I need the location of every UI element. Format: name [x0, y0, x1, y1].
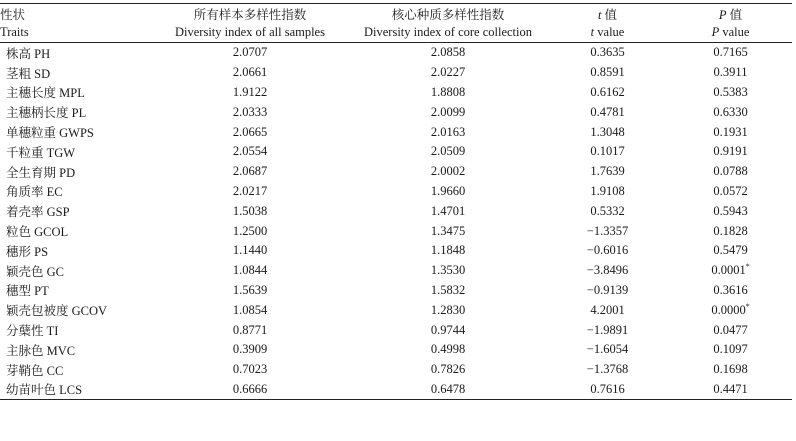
table-body [0, 43, 792, 400]
trait-cell-value: 芽鞘色 CC [6, 363, 64, 378]
trait-cell-value: 粒色 GCOL [6, 225, 69, 240]
all-samples-cell-value: 1.5639 [232, 282, 268, 297]
core-collection-cell [350, 182, 546, 202]
core-collection-cell-value: 0.9744 [430, 322, 466, 337]
p-value-cell [669, 182, 792, 202]
p-value-cn-label: 值 [729, 7, 743, 22]
core-collection-cell-value: 1.8808 [430, 84, 466, 99]
core-collection-cell [350, 380, 546, 400]
trait-cell [0, 261, 150, 281]
t-value-cell [546, 340, 669, 360]
t-value-cell-value: −3.8496 [586, 263, 629, 278]
trait-cell-value: 千粒重 TGW [6, 145, 76, 160]
p-value-cell-value: 0.0788 [713, 164, 748, 179]
all-samples-cell [150, 102, 350, 122]
all-samples-cell [150, 122, 350, 142]
t-value-cell-value: 0.7616 [590, 381, 625, 396]
all-samples-cell [150, 261, 350, 281]
t-value-cell-value: 0.3635 [590, 45, 625, 60]
p-value-cell-value: 0.0000 [711, 302, 746, 317]
t-symbol: t [597, 7, 602, 22]
all-samples-cell [150, 201, 350, 221]
t-value-cell [546, 43, 669, 63]
all-samples-cell-value: 1.1440 [232, 243, 268, 258]
trait-cell-value: 分蘖性 TI [6, 324, 59, 339]
trait-cell [0, 380, 150, 400]
header-p-value-en [669, 23, 792, 43]
trait-cell [0, 142, 150, 162]
t-value-cell-value: 0.4781 [590, 104, 625, 119]
core-collection-cell [350, 261, 546, 281]
all-samples-cell-value: 2.0665 [232, 124, 268, 139]
core-collection-cell-value: 1.9660 [430, 183, 466, 198]
t-value-cell [546, 162, 669, 182]
significance-marker: * [745, 262, 750, 272]
p-symbol: P [718, 7, 727, 22]
t-value-en-label: value [597, 25, 625, 39]
t-symbol-en: t [590, 25, 595, 39]
table-row [0, 122, 792, 142]
trait-cell-value: 主脉色 MVC [6, 343, 76, 358]
p-value-cell [669, 122, 792, 142]
all-samples-cell-value: 0.3909 [232, 342, 268, 357]
t-value-cell-value: 1.3048 [590, 124, 625, 139]
core-collection-cell-value: 1.3475 [430, 223, 466, 238]
trait-cell-value: 株高 PH [6, 46, 51, 61]
header-traits-cn: 性状 [0, 4, 150, 24]
table-row [0, 201, 792, 221]
trait-cell-value: 主穗柄长度 PL [6, 106, 87, 121]
t-value-cell-value: 0.8591 [590, 65, 625, 80]
trait-cell-value: 全生育期 PD [6, 165, 76, 180]
t-value-cell [546, 102, 669, 122]
all-samples-cell-value: 2.0554 [232, 144, 268, 159]
all-samples-cell-value: 2.0687 [232, 164, 268, 179]
t-value-cell [546, 221, 669, 241]
p-value-cell [669, 340, 792, 360]
core-collection-cell [350, 241, 546, 261]
p-value-cell-value: 0.5383 [713, 84, 748, 99]
all-samples-cell [150, 43, 350, 63]
all-samples-cell-value: 2.0217 [232, 183, 268, 198]
p-value-cell [669, 142, 792, 162]
t-value-cell [546, 261, 669, 281]
core-collection-cell-value: 1.1848 [430, 243, 466, 258]
t-value-cell-value: −0.6016 [586, 243, 629, 258]
core-collection-cell-value: 2.0858 [430, 45, 466, 60]
core-collection-cell [350, 360, 546, 380]
all-samples-cell-value: 1.2500 [232, 223, 268, 238]
core-collection-cell [350, 162, 546, 182]
table-header [0, 4, 792, 43]
p-value-cell-value: 0.1828 [713, 223, 748, 238]
p-value-cell [669, 43, 792, 63]
core-collection-cell-value: 1.2830 [430, 302, 466, 317]
header-row-chinese [0, 4, 792, 24]
header-core-collection-cn: 核心种质多样性指数 [350, 4, 546, 24]
t-value-cell [546, 122, 669, 142]
p-value-cell [669, 300, 792, 320]
p-value-cell [669, 201, 792, 221]
core-collection-cell-value: 2.0099 [430, 104, 466, 119]
trait-cell [0, 241, 150, 261]
all-samples-cell [150, 221, 350, 241]
t-value-cell-value: −1.6054 [586, 342, 629, 357]
trait-cell-value: 单穗粒重 GWPS [6, 126, 94, 141]
t-value-cell-value: −1.9891 [586, 322, 629, 337]
all-samples-cell [150, 281, 350, 301]
p-symbol-en: P [711, 25, 720, 39]
all-samples-cell [150, 360, 350, 380]
p-value-cell-value: 0.1698 [713, 362, 748, 377]
core-collection-cell-value: 2.0002 [430, 164, 466, 179]
all-samples-cell-value: 1.5038 [232, 203, 268, 218]
trait-cell [0, 63, 150, 83]
trait-cell [0, 122, 150, 142]
trait-cell [0, 162, 150, 182]
all-samples-cell-value: 2.0707 [232, 45, 268, 60]
trait-cell [0, 360, 150, 380]
significance-marker: * [745, 301, 750, 311]
core-collection-cell-value: 2.0163 [430, 124, 466, 139]
all-samples-cell [150, 300, 350, 320]
all-samples-cell-value: 1.0854 [232, 302, 268, 317]
trait-cell-value: 穗型 PT [6, 284, 49, 299]
all-samples-cell [150, 241, 350, 261]
table-row [0, 360, 792, 380]
trait-cell [0, 182, 150, 202]
core-collection-cell-value: 0.6478 [430, 381, 466, 396]
all-samples-cell [150, 63, 350, 83]
table-row [0, 162, 792, 182]
p-value-cell-value: 0.1097 [713, 342, 748, 357]
table-row [0, 43, 792, 63]
all-samples-cell [150, 182, 350, 202]
core-collection-cell [350, 320, 546, 340]
trait-cell [0, 43, 150, 63]
header-all-samples-cn: 所有样本多样性指数 [150, 4, 350, 24]
table-row [0, 102, 792, 122]
trait-cell-value: 颖壳色 GC [6, 264, 64, 279]
t-value-cell-value: 4.2001 [590, 302, 625, 317]
p-value-cell-value: 0.7165 [713, 45, 748, 60]
core-collection-cell [350, 300, 546, 320]
diversity-table [0, 3, 792, 400]
table-row [0, 241, 792, 261]
p-value-cell [669, 102, 792, 122]
all-samples-cell-value: 2.0661 [232, 65, 268, 80]
t-value-cn-label: 值 [604, 7, 618, 22]
all-samples-cell [150, 83, 350, 103]
trait-cell-value: 幼苗叶色 LCS [6, 383, 83, 398]
p-value-cell [669, 83, 792, 103]
all-samples-cell [150, 340, 350, 360]
all-samples-cell [150, 142, 350, 162]
trait-cell-value: 颖壳包被度 GCOV [6, 304, 108, 319]
trait-cell [0, 102, 150, 122]
p-value-cell-value: 0.5479 [713, 243, 748, 258]
table-row [0, 63, 792, 83]
p-value-cell-value: 0.1931 [713, 124, 748, 139]
core-collection-cell [350, 83, 546, 103]
header-row-english [0, 23, 792, 43]
p-value-cell [669, 162, 792, 182]
trait-cell [0, 83, 150, 103]
table-row [0, 261, 792, 281]
trait-cell [0, 221, 150, 241]
all-samples-cell [150, 162, 350, 182]
p-value-cell [669, 63, 792, 83]
t-value-cell-value: 1.7639 [590, 164, 625, 179]
p-value-cell-value: 0.9191 [713, 144, 748, 159]
p-value-cell-value: 0.0001 [711, 263, 746, 278]
trait-cell [0, 300, 150, 320]
p-value-en-label: value [722, 25, 750, 39]
p-value-cell-value: 0.0572 [713, 183, 748, 198]
core-collection-cell [350, 43, 546, 63]
core-collection-cell [350, 122, 546, 142]
header-core-collection-en: Diversity index of core collection [350, 23, 546, 43]
table-row [0, 221, 792, 241]
all-samples-cell-value: 0.8771 [232, 322, 268, 337]
t-value-cell-value: 0.6162 [590, 84, 625, 99]
all-samples-cell [150, 380, 350, 400]
p-value-cell-value: 0.3616 [713, 282, 748, 297]
header-t-value-en [546, 23, 669, 43]
t-value-cell [546, 201, 669, 221]
p-value-cell-value: 0.3911 [713, 65, 748, 80]
table-row [0, 300, 792, 320]
table-row [0, 340, 792, 360]
t-value-cell-value: −1.3357 [586, 223, 629, 238]
t-value-cell [546, 142, 669, 162]
t-value-cell [546, 360, 669, 380]
core-collection-cell-value: 1.3530 [430, 263, 466, 278]
core-collection-cell-value: 1.5832 [430, 282, 466, 297]
core-collection-cell [350, 201, 546, 221]
trait-cell [0, 281, 150, 301]
table-row [0, 83, 792, 103]
trait-cell [0, 340, 150, 360]
header-traits-en: Traits [0, 23, 150, 43]
p-value-cell-value: 0.0477 [713, 322, 748, 337]
core-collection-cell-value: 0.4998 [430, 342, 466, 357]
t-value-cell-value: 1.9108 [590, 183, 625, 198]
header-p-value-cn [669, 4, 792, 24]
all-samples-cell-value: 1.0844 [232, 263, 268, 278]
t-value-cell [546, 300, 669, 320]
t-value-cell [546, 241, 669, 261]
trait-cell-value: 角质率 EC [6, 185, 63, 200]
trait-cell-value: 主穗长度 MPL [6, 86, 85, 101]
core-collection-cell-value: 0.7826 [430, 362, 466, 377]
core-collection-cell [350, 340, 546, 360]
t-value-cell [546, 281, 669, 301]
p-value-cell [669, 281, 792, 301]
trait-cell [0, 320, 150, 340]
core-collection-cell [350, 221, 546, 241]
p-value-cell-value: 0.4471 [713, 381, 748, 396]
core-collection-cell-value: 2.0509 [430, 144, 466, 159]
header-all-samples-en: Diversity index of all samples [150, 23, 350, 43]
core-collection-cell [350, 142, 546, 162]
trait-cell-value: 穗形 PS [6, 244, 49, 259]
t-value-cell-value: 0.1017 [590, 144, 625, 159]
p-value-cell [669, 380, 792, 400]
p-value-cell [669, 320, 792, 340]
all-samples-cell-value: 0.7023 [232, 362, 268, 377]
all-samples-cell-value: 0.6666 [232, 381, 268, 396]
t-value-cell [546, 380, 669, 400]
t-value-cell-value: 0.5332 [590, 203, 625, 218]
trait-cell [0, 201, 150, 221]
t-value-cell [546, 83, 669, 103]
core-collection-cell-value: 2.0227 [430, 65, 466, 80]
core-collection-cell-value: 1.4701 [430, 203, 466, 218]
trait-cell-value: 茎粗 SD [6, 66, 51, 81]
t-value-cell [546, 63, 669, 83]
all-samples-cell-value: 2.0333 [232, 104, 268, 119]
t-value-cell [546, 182, 669, 202]
table-row [0, 281, 792, 301]
p-value-cell-value: 0.5943 [713, 203, 748, 218]
p-value-cell-value: 0.6330 [713, 104, 748, 119]
table-row [0, 320, 792, 340]
t-value-cell-value: −1.3768 [586, 362, 629, 377]
p-value-cell [669, 261, 792, 281]
all-samples-cell [150, 320, 350, 340]
header-t-value-cn [546, 4, 669, 24]
table-row [0, 142, 792, 162]
p-value-cell [669, 221, 792, 241]
table-row [0, 182, 792, 202]
core-collection-cell [350, 63, 546, 83]
trait-cell-value: 着壳率 GSP [6, 205, 70, 220]
core-collection-cell [350, 281, 546, 301]
t-value-cell-value: −0.9139 [586, 282, 629, 297]
p-value-cell [669, 360, 792, 380]
table-row [0, 380, 792, 400]
t-value-cell [546, 320, 669, 340]
core-collection-cell [350, 102, 546, 122]
p-value-cell [669, 241, 792, 261]
all-samples-cell-value: 1.9122 [232, 84, 268, 99]
